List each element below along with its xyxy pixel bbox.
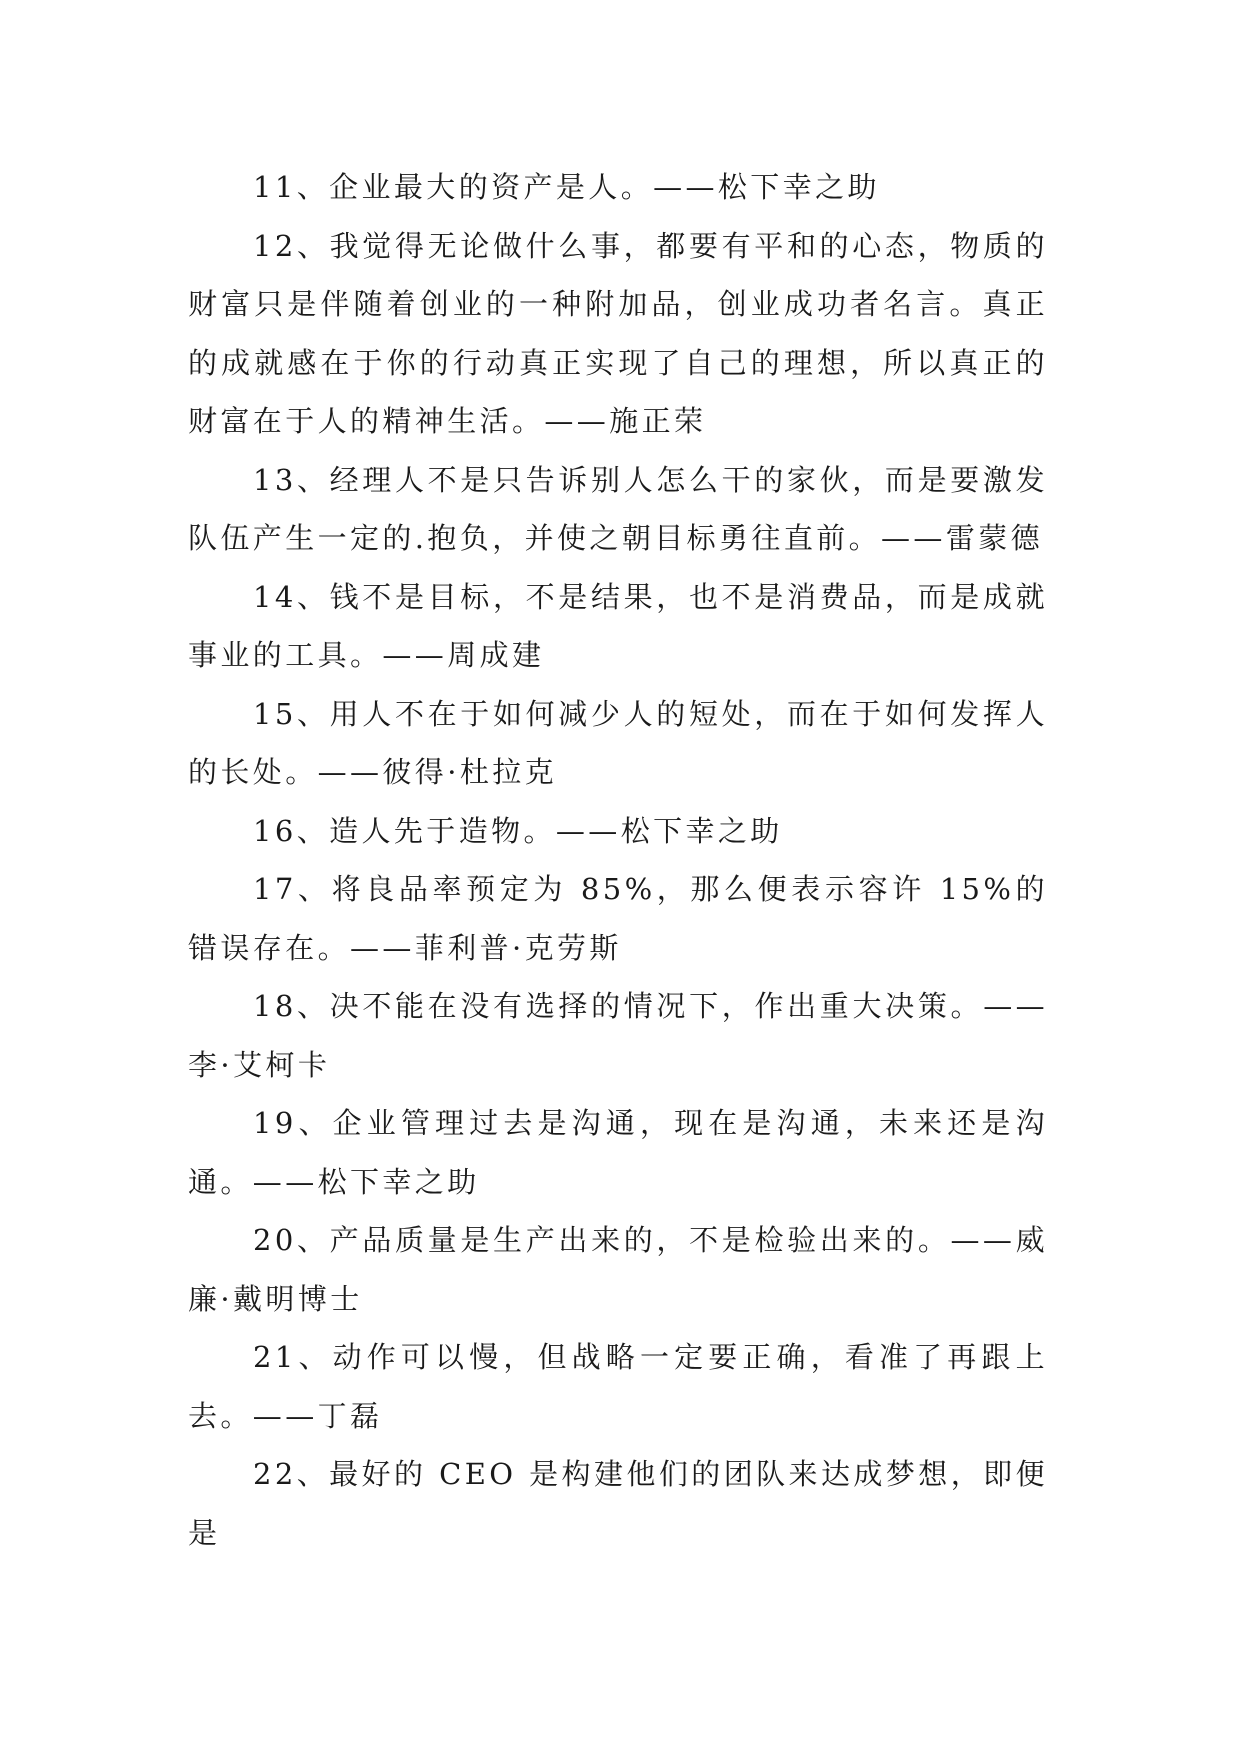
quote-item-20: 20、产品质量是生产出来的，不是检验出来的。——威廉·戴明博士 (188, 1223, 1048, 1316)
quote-item-15: 15、用人不在于如何减少人的短处，而在于如何发挥人的长处。——彼得·杜拉克 (188, 696, 1048, 789)
quote-item-17: 17、将良品率预定为 85%，那么便表示容许 15%的错误存在。——菲利普·克劳斯 (188, 872, 1048, 965)
quote-item-14: 14、钱不是目标，不是结果，也不是消费品，而是成就事业的工具。——周成建 (188, 579, 1048, 672)
quote-item-12: 12、我觉得无论做什么事，都要有平和的心态，物质的财富只是伴随着创业的一种附加品，创业成功者名言。真正的成就感在于你的行动真正实现了自己的理想，所以真正的财富在于人的精神生活。——施正荣 (188, 228, 1048, 438)
quote-item-21: 21、动作可以慢，但战略一定要正确，看准了再跟上去。——丁磊 (188, 1340, 1048, 1433)
quote-item-19: 19、企业管理过去是沟通，现在是沟通，未来还是沟通。——松下幸之助 (188, 1106, 1048, 1199)
quote-item-16: 16、造人先于造物。——松下幸之助 (253, 813, 783, 848)
quote-item-22: 22、最好的 CEO 是构建他们的团队来达成梦想，即便是 (188, 1457, 1048, 1550)
quote-list (188, 158, 1048, 1562)
quote-item-13: 13、经理人不是只告诉别人怎么干的家伙，而是要激发队伍产生一定的.抱负，并使之朝目标勇往直前。——雷蒙德 (188, 462, 1048, 555)
quote-item-11: 11、企业最大的资产是人。——松下幸之助 (253, 170, 880, 204)
quote-item-18: 18、决不能在没有选择的情况下，作出重大决策。——李·艾柯卡 (188, 989, 1048, 1082)
